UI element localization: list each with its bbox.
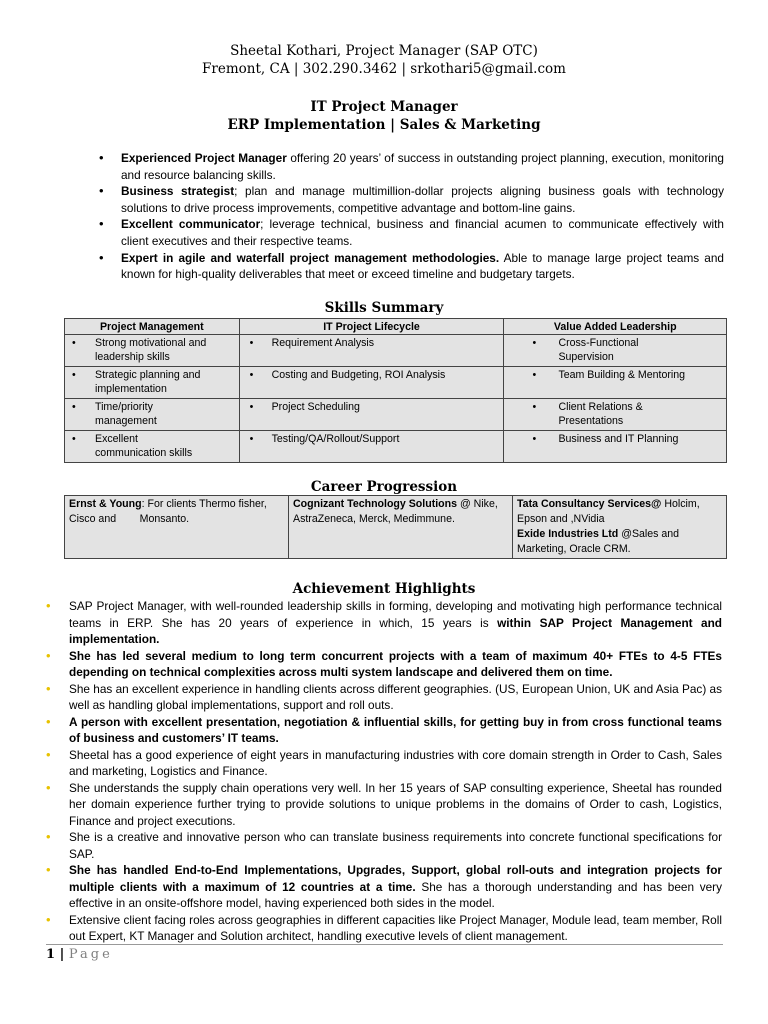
- page-label: Page: [68, 947, 113, 962]
- achievements-list: [46, 598, 722, 945]
- list-item: • She is a creative and innovative person who can translate business requirements into concrete functional specifications for SAP.: [46, 829, 722, 862]
- summary-item: • Excellent communicator; leverage technical, business and financial acumen to communicate effectively with client executives and their respective teams.: [96, 216, 724, 249]
- table-row: [65, 399, 727, 431]
- skills-header-it-lifecycle: IT Project Lifecycle: [239, 319, 504, 335]
- list-item: • She has an excellent experience in handling clients across different geographies. (US, European Union, UK and Asia Pac) as well as handling global implementations, support and roll outs.: [46, 681, 722, 714]
- list-item: • Sheetal has a good experience of eight years in manufacturing industries with core domain strength in Order to Cash, Sales and marketing, Logistics and Finance.: [46, 747, 722, 780]
- role-titles: [0, 98, 768, 134]
- skills-table: [64, 318, 727, 463]
- list-item: • A person with excellent presentation, negotiation & influential skills, for getting buy in from cross functional teams of business and customers’ IT teams.: [46, 714, 722, 747]
- career-cell-cognizant: Cognizant Technology Solutions @ Nike, AstraZeneca, Merck, Medimmune.: [289, 496, 513, 559]
- achievements-section-title: Achievement Highlights: [292, 581, 476, 597]
- summary-item: • Business strategist; plan and manage multimillion-dollar projects aligning business goals with technology solutions to drive process improvements, competitive advantage and bottom-line gains.: [96, 183, 724, 216]
- name-line: Sheetal Kothari, Project Manager (SAP OTC): [230, 43, 538, 59]
- skill-item: • Time/priority management: [67, 400, 237, 428]
- contact-header: [0, 42, 768, 78]
- page-separator: |: [55, 947, 69, 962]
- table-row: [65, 367, 727, 399]
- skills-section-title: Skills Summary: [324, 300, 444, 316]
- role-subtitle: ERP Implementation | Sales & Marketing: [227, 117, 541, 133]
- summary-item: • Expert in agile and waterfall project management methodologies. Able to manage large project teams and known for high-quality deliverables that meet or exceed timeline and budgetary targets.: [96, 250, 724, 283]
- summary-item: • Experienced Project Manager offering 20 years’ of success in outstanding project planning, execution, monitoring and resource balancing skills.: [96, 150, 724, 183]
- skill-item: • Business and IT Planning: [506, 432, 724, 446]
- skills-header-project-management: Project Management: [65, 319, 240, 335]
- contact-line: Fremont, CA | 302.290.3462 | srkothari5@gmail.com: [202, 61, 566, 77]
- skill-item: • Testing/QA/Rollout/Support: [242, 432, 502, 446]
- list-item: • She has handled End-to-End Implementations, Upgrades, Support, global roll-outs and integration projects for multiple clients with a maximum of 12 countries at a time. She has a thorough understanding and has been very effective in an onsite-offshore model, having experienced both sides in the model.: [46, 862, 722, 912]
- table-row: [65, 335, 727, 367]
- list-item: • SAP Project Manager, with well-rounded leadership skills in forming, developing and motivating high performance technical teams in ERP. She has 20 years of experience in which, 15 years is within SAP Project Management and implementation.: [46, 598, 722, 648]
- skill-item: • Project Scheduling: [242, 400, 502, 414]
- skill-item: • Excellent communication skills: [67, 432, 237, 460]
- list-item: • Extensive client facing roles across geographies in different capacities like Project Manager, Module lead, team member, Roll out Expert, KT Manager and Solution architect, handling executive levels of client management.: [46, 912, 722, 945]
- table-row: [65, 496, 727, 559]
- skills-header-leadership: Value Added Leadership: [504, 319, 727, 335]
- list-item: • She understands the supply chain operations very well. In her 15 years of SAP consulting experience, Sheetal has rounded her domain experience further trying to provide solutions to unique problems in the domains of Order to cash, Logistics, Finance and project executions.: [46, 780, 722, 830]
- table-row: [65, 431, 727, 463]
- skill-item: • Team Building & Mentoring: [506, 368, 724, 382]
- page-footer: [46, 944, 723, 962]
- career-cell-ey: Ernst & Young: For clients Thermo fisher, Cisco and Monsanto.: [65, 496, 289, 559]
- career-section-title: Career Progression: [310, 479, 458, 495]
- skill-item: • Costing and Budgeting, ROI Analysis: [242, 368, 502, 382]
- page-number: 1: [46, 947, 56, 962]
- skill-item: • Client Relations & Presentations: [506, 400, 724, 428]
- career-cell-tcs: Tata Consultancy Services@ Holcim, Epson and ,NVidia Exide Industries Ltd @Sales and Marketing, Oracle CRM.: [513, 496, 727, 559]
- skill-item: • Requirement Analysis: [242, 336, 502, 350]
- skill-item: • Cross-Functional Supervision: [506, 336, 724, 364]
- summary-list: [96, 150, 724, 283]
- skill-item: • Strategic planning and implementation: [67, 368, 237, 396]
- career-table: [64, 495, 727, 559]
- list-item: • She has led several medium to long term concurrent projects with a team of maximum 40+ FTEs to 4-5 FTEs depending on technical complexities across multi system landscape and delivered them on time.: [46, 648, 722, 681]
- role-title: IT Project Manager: [310, 99, 458, 115]
- skill-item: • Strong motivational and leadership skills: [67, 336, 237, 364]
